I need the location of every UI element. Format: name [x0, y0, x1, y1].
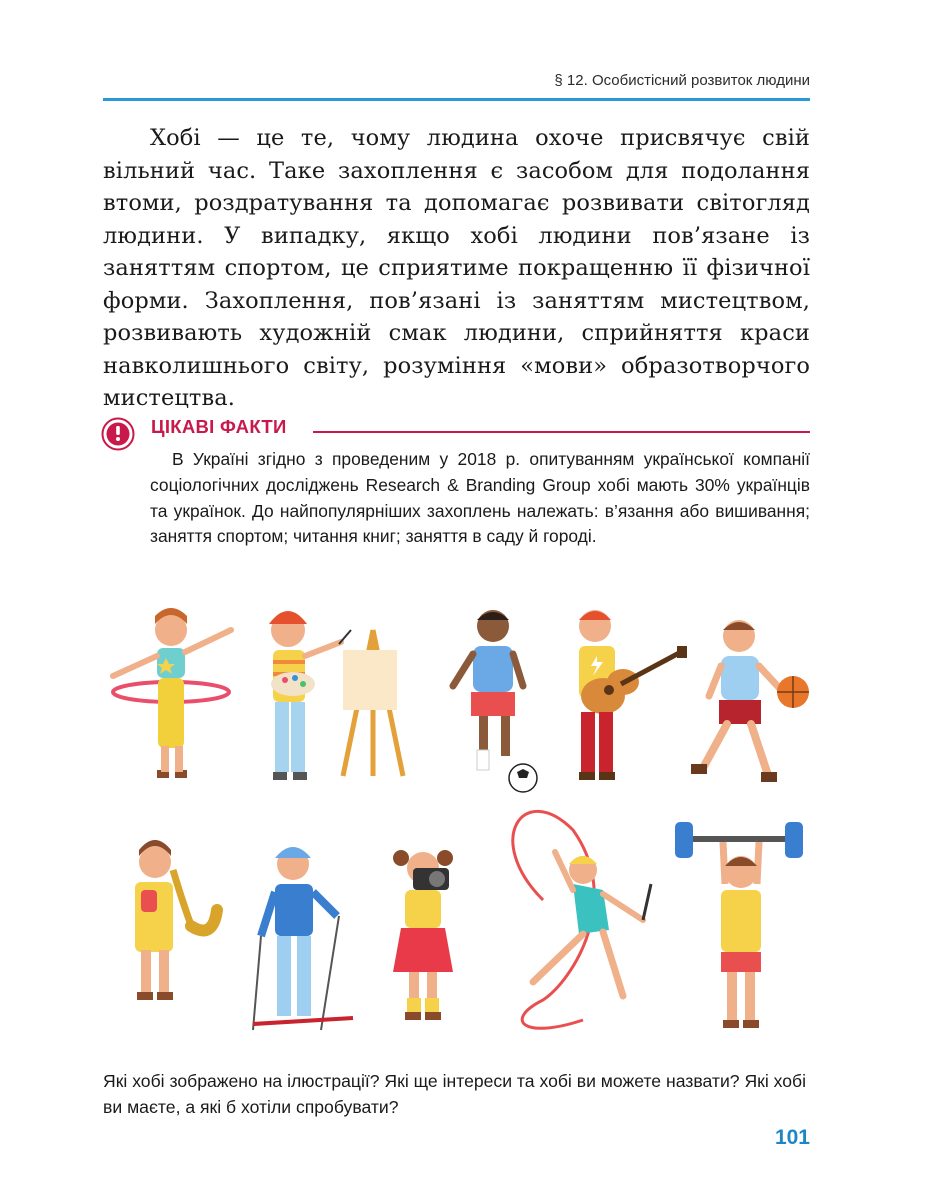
exclamation-icon	[101, 417, 135, 451]
photography-figure	[393, 850, 453, 1020]
saxophone-figure	[135, 840, 217, 1000]
rhythmic-gymnastics-figure	[513, 811, 651, 1028]
skiing-figure	[253, 847, 353, 1030]
facts-block	[150, 447, 810, 550]
painting-figure	[269, 611, 403, 780]
question-text: Які хобі зображено на ілюстрації? Які ще інтереси та хобі ви можете назвати? Які хобі ви маєте, а які б хотіли спробувати?	[103, 1071, 807, 1117]
main-paragraph-block	[103, 122, 810, 415]
header-rule	[103, 98, 810, 101]
hobbies-illustration	[103, 600, 810, 1048]
running-header	[103, 72, 810, 98]
guitar-figure	[579, 610, 687, 780]
main-paragraph: Хобі — це те, чому людина охоче присвячує свій вільний час. Таке захоплення є засобом для подолання втоми, роздратування та допомагає розвивати світогляд людини. У випадку, якщо хобі людини пов’язане із заняттям спортом, це сприятиме покращенню її фізичної форми. Захоплення, пов’язані із заняттям мистецтвом, розвивають художній смак людини, сприйняття краси навколишнього світу, розуміння «мови» образотворчого мистецтва.	[103, 125, 810, 411]
basketball-figure	[691, 620, 809, 782]
facts-paragraph: В Україні згідно з проведеним у 2018 р. опитуванням української компанії соціологічних досліджень Research & Branding Group хобі мають 30% українців та українок. До найпопулярніших захоплень належать: в’язання або вишивання; заняття спортом; читання книг; заняття в саду й городі.	[150, 449, 810, 547]
question-block	[103, 1068, 810, 1120]
section-title: § 12. Особистісний розвиток людини	[554, 72, 810, 89]
football-figure	[453, 610, 537, 792]
facts-rule	[313, 431, 810, 433]
facts-title: ЦІКАВІ ФАКТИ	[151, 416, 287, 437]
hula-hoop-figure	[113, 608, 231, 778]
weightlifting-figure	[675, 822, 803, 1028]
page-number: 101	[774, 1126, 810, 1149]
